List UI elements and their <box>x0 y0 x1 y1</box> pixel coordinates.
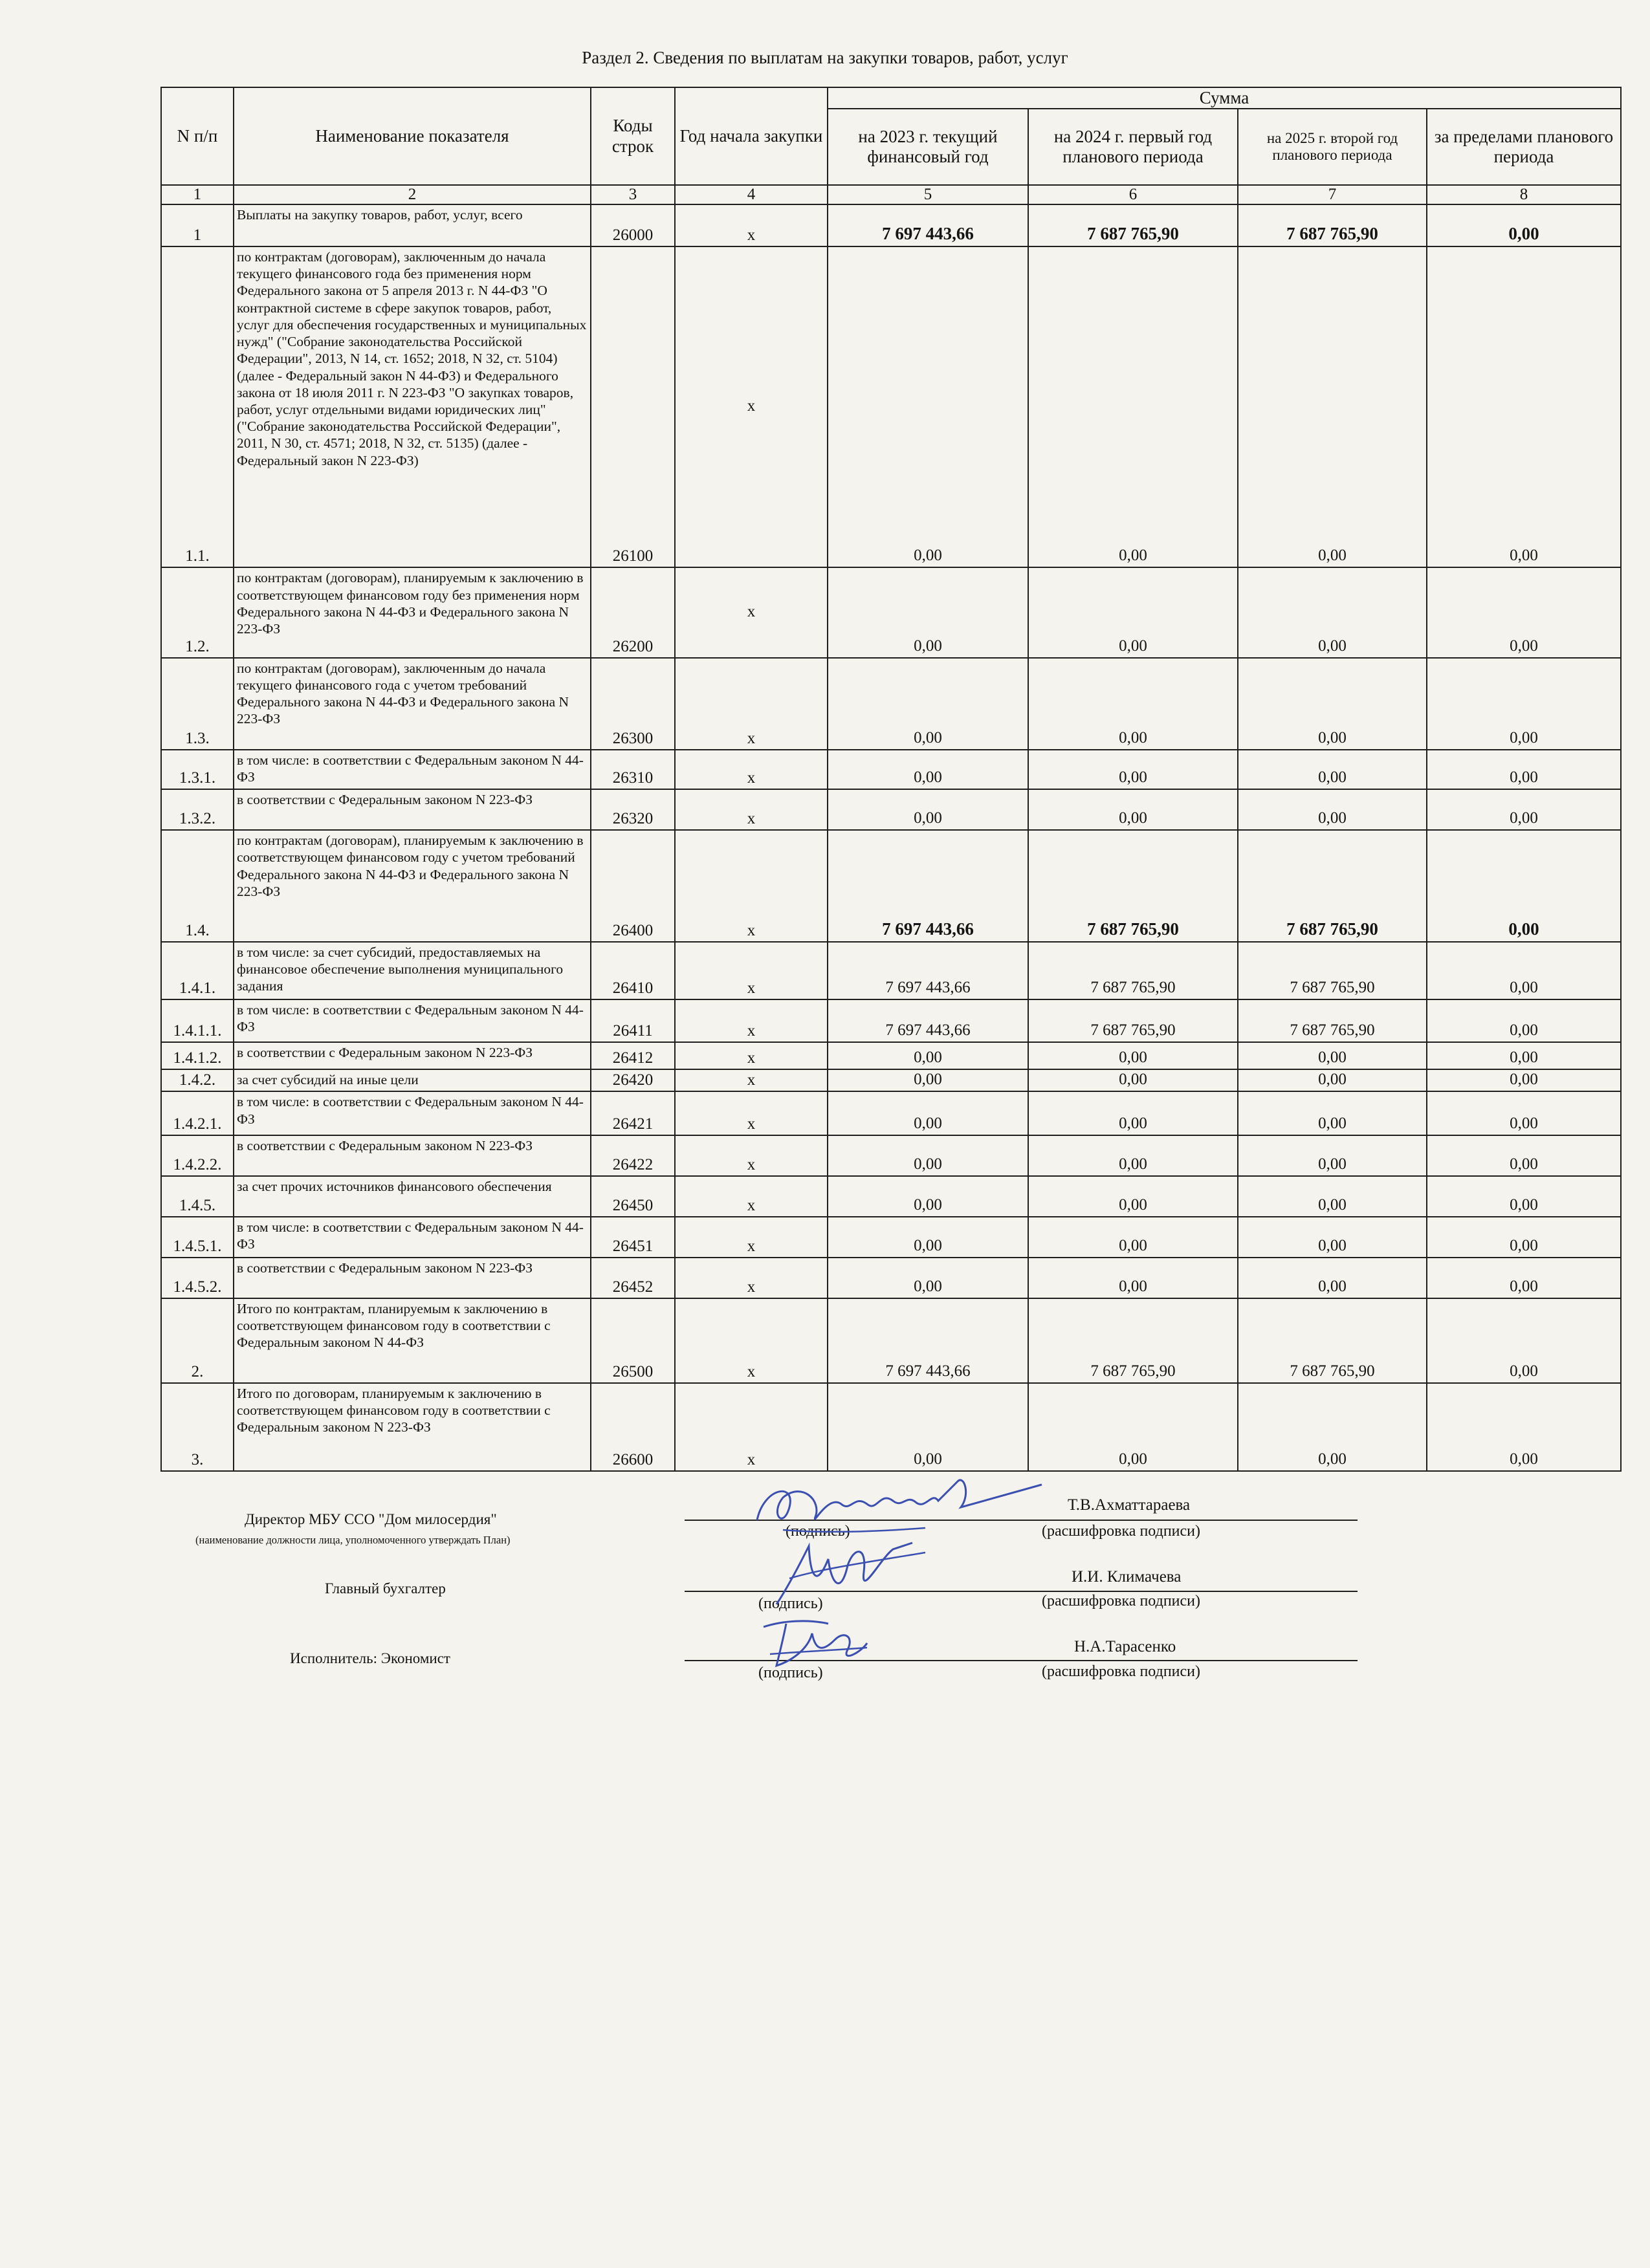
row-value-2025: 0,00 <box>1238 789 1427 830</box>
header-no: N п/п <box>161 87 234 185</box>
row-value-beyond: 0,00 <box>1427 1176 1621 1217</box>
table-row <box>161 789 1621 830</box>
row-name: за счет прочих источников финансового обеспечения <box>234 1176 591 1217</box>
row-code: 26500 <box>591 1298 675 1383</box>
row-year: x <box>675 942 828 999</box>
row-year: x <box>675 1091 828 1135</box>
row-value-beyond: 0,00 <box>1427 1042 1621 1069</box>
row-value-2024: 0,00 <box>1028 789 1238 830</box>
row-code: 26452 <box>591 1258 675 1298</box>
row-value-2024: 0,00 <box>1028 567 1238 657</box>
row-value-2025: 7 687 765,90 <box>1238 999 1427 1042</box>
column-number: 3 <box>591 185 675 204</box>
row-number: 1.4.2.2. <box>161 1135 234 1176</box>
row-value-2025: 0,00 <box>1238 246 1427 567</box>
row-value-2023: 0,00 <box>828 658 1028 750</box>
row-value-beyond: 0,00 <box>1427 204 1621 246</box>
table-row <box>161 1176 1621 1217</box>
row-name: в том числе: за счет субсидий, предоставляемых на финансовое обеспечение выполнения муниципального задания <box>234 942 591 999</box>
row-code: 26300 <box>591 658 675 750</box>
row-number: 1.2. <box>161 567 234 657</box>
row-value-2024: 0,00 <box>1028 1042 1238 1069</box>
row-value-2024: 7 687 765,90 <box>1028 204 1238 246</box>
table-row <box>161 1383 1621 1471</box>
row-name: по контрактам (договорам), планируемым к заключению в соответствующем финансовом году с учетом требований Федерального закона N 44-ФЗ и Федерального закона N 223-ФЗ <box>234 830 591 942</box>
row-value-2024: 7 687 765,90 <box>1028 942 1238 999</box>
table-row <box>161 1298 1621 1383</box>
accountant-sign-caption: (подпись) <box>758 1595 823 1612</box>
director-signature-icon <box>744 1468 1048 1546</box>
table-row <box>161 1091 1621 1135</box>
row-name: в соответствии с Федеральным законом N 223-ФЗ <box>234 1258 591 1298</box>
row-value-2023: 7 697 443,66 <box>828 1298 1028 1383</box>
row-number: 1.4.5.1. <box>161 1217 234 1258</box>
row-code: 26400 <box>591 830 675 942</box>
row-value-beyond: 0,00 <box>1427 789 1621 830</box>
row-value-beyond: 0,00 <box>1427 830 1621 942</box>
row-year: x <box>675 999 828 1042</box>
row-year: x <box>675 204 828 246</box>
column-numbers-row <box>161 185 1621 204</box>
row-year: x <box>675 830 828 942</box>
row-number: 1.3.2. <box>161 789 234 830</box>
director-decode-caption: (расшифровка подписи) <box>1042 1523 1200 1540</box>
table-row <box>161 999 1621 1042</box>
row-value-beyond: 0,00 <box>1427 1091 1621 1135</box>
row-number: 1 <box>161 204 234 246</box>
table-row <box>161 750 1621 789</box>
row-value-2023: 0,00 <box>828 1217 1028 1258</box>
row-value-2025: 0,00 <box>1238 567 1427 657</box>
row-value-2024: 0,00 <box>1028 1258 1238 1298</box>
row-value-2023: 0,00 <box>828 567 1028 657</box>
table-row <box>161 942 1621 999</box>
row-value-beyond: 0,00 <box>1427 1298 1621 1383</box>
row-year: x <box>675 246 828 567</box>
row-value-2024: 0,00 <box>1028 750 1238 789</box>
row-value-2025: 0,00 <box>1238 1176 1427 1217</box>
row-year: x <box>675 567 828 657</box>
table-body <box>161 204 1621 1471</box>
row-value-2025: 0,00 <box>1238 750 1427 789</box>
row-number: 1.1. <box>161 246 234 567</box>
row-value-2023: 0,00 <box>828 1258 1028 1298</box>
table-row <box>161 830 1621 942</box>
row-value-2025: 7 687 765,90 <box>1238 204 1427 246</box>
row-code: 26420 <box>591 1069 675 1092</box>
row-value-2023: 7 697 443,66 <box>828 204 1028 246</box>
header-2023: на 2023 г. текущий финансовый год <box>828 109 1028 185</box>
row-name: Итого по договорам, планируемым к заключению в соответствующем финансовом году в соответствии с Федеральным законом N 223-ФЗ <box>234 1383 591 1471</box>
table-row <box>161 567 1621 657</box>
row-value-2025: 7 687 765,90 <box>1238 1298 1427 1383</box>
row-value-2025: 0,00 <box>1238 1135 1427 1176</box>
row-value-beyond: 0,00 <box>1427 999 1621 1042</box>
director-name: Т.В.Ахматтараева <box>1068 1496 1191 1514</box>
row-value-2024: 0,00 <box>1028 1217 1238 1258</box>
row-number: 1.4.5. <box>161 1176 234 1217</box>
row-year: x <box>675 1176 828 1217</box>
column-number: 1 <box>161 185 234 204</box>
row-code: 26411 <box>591 999 675 1042</box>
row-value-beyond: 0,00 <box>1427 750 1621 789</box>
row-name: в том числе: в соответствии с Федеральным законом N 44-ФЗ <box>234 750 591 789</box>
row-year: x <box>675 1217 828 1258</box>
row-value-2024: 7 687 765,90 <box>1028 1298 1238 1383</box>
row-number: 1.4.5.2. <box>161 1258 234 1298</box>
row-number: 1.3. <box>161 658 234 750</box>
row-code: 26100 <box>591 246 675 567</box>
column-number: 8 <box>1427 185 1621 204</box>
row-year: x <box>675 1298 828 1383</box>
column-number: 4 <box>675 185 828 204</box>
row-code: 26200 <box>591 567 675 657</box>
row-year: x <box>675 1383 828 1471</box>
row-value-2023: 0,00 <box>828 1069 1028 1092</box>
accountant-label: Главный бухгалтер <box>325 1580 446 1597</box>
column-number: 2 <box>234 185 591 204</box>
row-number: 1.4. <box>161 830 234 942</box>
row-number: 1.4.1.1. <box>161 999 234 1042</box>
executor-decode-caption: (расшифровка подписи) <box>1042 1663 1200 1680</box>
row-value-beyond: 0,00 <box>1427 567 1621 657</box>
row-name: в соответствии с Федеральным законом N 223-ФЗ <box>234 1042 591 1069</box>
row-code: 26450 <box>591 1176 675 1217</box>
table-row <box>161 1258 1621 1298</box>
section-title: Раздел 2. Сведения по выплатам на закупки товаров, работ, услуг <box>582 48 1068 67</box>
executor-signature-icon <box>757 1614 874 1672</box>
row-code: 26410 <box>591 942 675 999</box>
row-value-2025: 0,00 <box>1238 1091 1427 1135</box>
table-row <box>161 204 1621 246</box>
row-value-2025: 0,00 <box>1238 1258 1427 1298</box>
row-code: 26412 <box>591 1042 675 1069</box>
row-year: x <box>675 750 828 789</box>
executor-sign-caption: (подпись) <box>758 1664 823 1681</box>
payments-table <box>160 87 1622 1472</box>
row-value-2023: 0,00 <box>828 1042 1028 1069</box>
row-code: 26310 <box>591 750 675 789</box>
header-sum: Сумма <box>828 87 1621 109</box>
table-row <box>161 1042 1621 1069</box>
row-value-2023: 0,00 <box>828 750 1028 789</box>
row-value-2024: 0,00 <box>1028 1383 1238 1471</box>
row-code: 26421 <box>591 1091 675 1135</box>
table-row <box>161 246 1621 567</box>
accountant-signature-icon <box>770 1533 938 1617</box>
row-name: по контрактам (договорам), заключенным до начала текущего финансового года без применения норм Федерального закона от 5 апреля 2013 г. N 44-ФЗ "О контрактной системе в сфере закупок товаров, работ, услуг для обеспечения государственных и муниципальных нужд" ("Собрание законодательства Российской Федерации", 2013, N 14, ст. 1652; 2018, N 32, ст. 5104) (далее - Федеральный закон N 44-ФЗ) и Федерального закона от 18 июля 2011 г. N 223-ФЗ "О закупках товаров, работ, услуг отдельными видами юридических лиц" ("Собрание законодательства Российской Федерации", 2011, N 30, ст. 4571; 2018, N 32, ст. 5135) (далее - Федеральный закон N 223-ФЗ) <box>234 246 591 567</box>
accountant-decode-caption: (расшифровка подписи) <box>1042 1593 1200 1609</box>
row-value-2023: 0,00 <box>828 1176 1028 1217</box>
row-value-2025: 0,00 <box>1238 1217 1427 1258</box>
row-name: Итого по контрактам, планируемым к заключению в соответствующем финансовом году в соответствии с Федеральным законом N 44-ФЗ <box>234 1298 591 1383</box>
executor-name: Н.А.Тарасенко <box>1074 1638 1176 1655</box>
column-number: 6 <box>1028 185 1238 204</box>
header-year: Год начала закупки <box>675 87 828 185</box>
director-note: (наименование должности лица, уполномоченного утверждать План) <box>195 1534 511 1546</box>
director-label: Директор МБУ ССО "Дом милосердия" <box>245 1511 497 1527</box>
row-value-2025: 7 687 765,90 <box>1238 830 1427 942</box>
header-2025: на 2025 г. второй год планового периода <box>1238 109 1427 185</box>
row-value-2023: 0,00 <box>828 789 1028 830</box>
row-number: 1.4.2.1. <box>161 1091 234 1135</box>
table-row <box>161 1217 1621 1258</box>
row-code: 26000 <box>591 204 675 246</box>
executor-line <box>685 1660 1358 1661</box>
row-number: 1.3.1. <box>161 750 234 789</box>
row-value-2023: 0,00 <box>828 1383 1028 1471</box>
row-name: за счет субсидий на иные цели <box>234 1069 591 1092</box>
row-value-beyond: 0,00 <box>1427 246 1621 567</box>
row-number: 1.4.2. <box>161 1069 234 1092</box>
row-value-2024: 0,00 <box>1028 1091 1238 1135</box>
row-code: 26422 <box>591 1135 675 1176</box>
row-year: x <box>675 658 828 750</box>
header-name: Наименование показателя <box>234 87 591 185</box>
row-value-2023: 0,00 <box>828 1091 1028 1135</box>
header-beyond: за пределами планового периода <box>1427 109 1621 185</box>
row-number: 3. <box>161 1383 234 1471</box>
accountant-name: И.И. Климачева <box>1072 1568 1182 1586</box>
row-value-2023: 7 697 443,66 <box>828 999 1028 1042</box>
row-value-2023: 0,00 <box>828 246 1028 567</box>
row-name: в том числе: в соответствии с Федеральным законом N 44-ФЗ <box>234 999 591 1042</box>
table-row <box>161 1069 1621 1092</box>
row-value-2024: 0,00 <box>1028 1176 1238 1217</box>
row-value-2023: 7 697 443,66 <box>828 942 1028 999</box>
row-value-2025: 0,00 <box>1238 658 1427 750</box>
header-2024: на 2024 г. первый год планового периода <box>1028 109 1238 185</box>
row-name: в том числе: в соответствии с Федеральным законом N 44-ФЗ <box>234 1217 591 1258</box>
row-number: 1.4.1.2. <box>161 1042 234 1069</box>
row-name: в соответствии с Федеральным законом N 223-ФЗ <box>234 1135 591 1176</box>
row-value-beyond: 0,00 <box>1427 942 1621 999</box>
row-name: по контрактам (договорам), заключенным до начала текущего финансового года с учетом требований Федерального закона N 44-ФЗ и Федерального закона N 223-ФЗ <box>234 658 591 750</box>
row-year: x <box>675 1258 828 1298</box>
row-value-2024: 7 687 765,90 <box>1028 999 1238 1042</box>
row-value-2025: 0,00 <box>1238 1383 1427 1471</box>
table-row <box>161 1135 1621 1176</box>
executor-label: Исполнитель: Экономист <box>290 1650 450 1666</box>
row-name: Выплаты на закупку товаров, работ, услуг, всего <box>234 204 591 246</box>
row-value-beyond: 0,00 <box>1427 1258 1621 1298</box>
director-line <box>685 1520 1358 1521</box>
header-code: Коды строк <box>591 87 675 185</box>
row-value-beyond: 0,00 <box>1427 1135 1621 1176</box>
column-number: 5 <box>828 185 1028 204</box>
row-value-beyond: 0,00 <box>1427 1069 1621 1092</box>
row-value-2025: 0,00 <box>1238 1069 1427 1092</box>
row-value-beyond: 0,00 <box>1427 1217 1621 1258</box>
row-code: 26600 <box>591 1383 675 1471</box>
column-number: 7 <box>1238 185 1427 204</box>
row-value-2024: 0,00 <box>1028 658 1238 750</box>
row-value-beyond: 0,00 <box>1427 658 1621 750</box>
row-value-2024: 7 687 765,90 <box>1028 830 1238 942</box>
row-name: в соответствии с Федеральным законом N 223-ФЗ <box>234 789 591 830</box>
row-number: 1.4.1. <box>161 942 234 999</box>
row-value-2024: 0,00 <box>1028 1135 1238 1176</box>
row-value-2024: 0,00 <box>1028 1069 1238 1092</box>
row-code: 26320 <box>591 789 675 830</box>
row-year: x <box>675 1042 828 1069</box>
row-value-2023: 0,00 <box>828 1135 1028 1176</box>
row-value-2025: 7 687 765,90 <box>1238 942 1427 999</box>
table-row <box>161 658 1621 750</box>
row-value-2025: 0,00 <box>1238 1042 1427 1069</box>
row-name: по контрактам (договорам), планируемым к заключению в соответствующем финансовом году без применения норм Федерального закона N 44-ФЗ и Федерального закона N 223-ФЗ <box>234 567 591 657</box>
row-value-beyond: 0,00 <box>1427 1383 1621 1471</box>
row-year: x <box>675 1069 828 1092</box>
row-value-2023: 7 697 443,66 <box>828 830 1028 942</box>
row-year: x <box>675 1135 828 1176</box>
director-sign-caption: (подпись) <box>786 1523 850 1540</box>
row-year: x <box>675 789 828 830</box>
row-number: 2. <box>161 1298 234 1383</box>
accountant-line <box>685 1591 1358 1592</box>
row-code: 26451 <box>591 1217 675 1258</box>
row-value-2024: 0,00 <box>1028 246 1238 567</box>
row-name: в том числе: в соответствии с Федеральным законом N 44-ФЗ <box>234 1091 591 1135</box>
